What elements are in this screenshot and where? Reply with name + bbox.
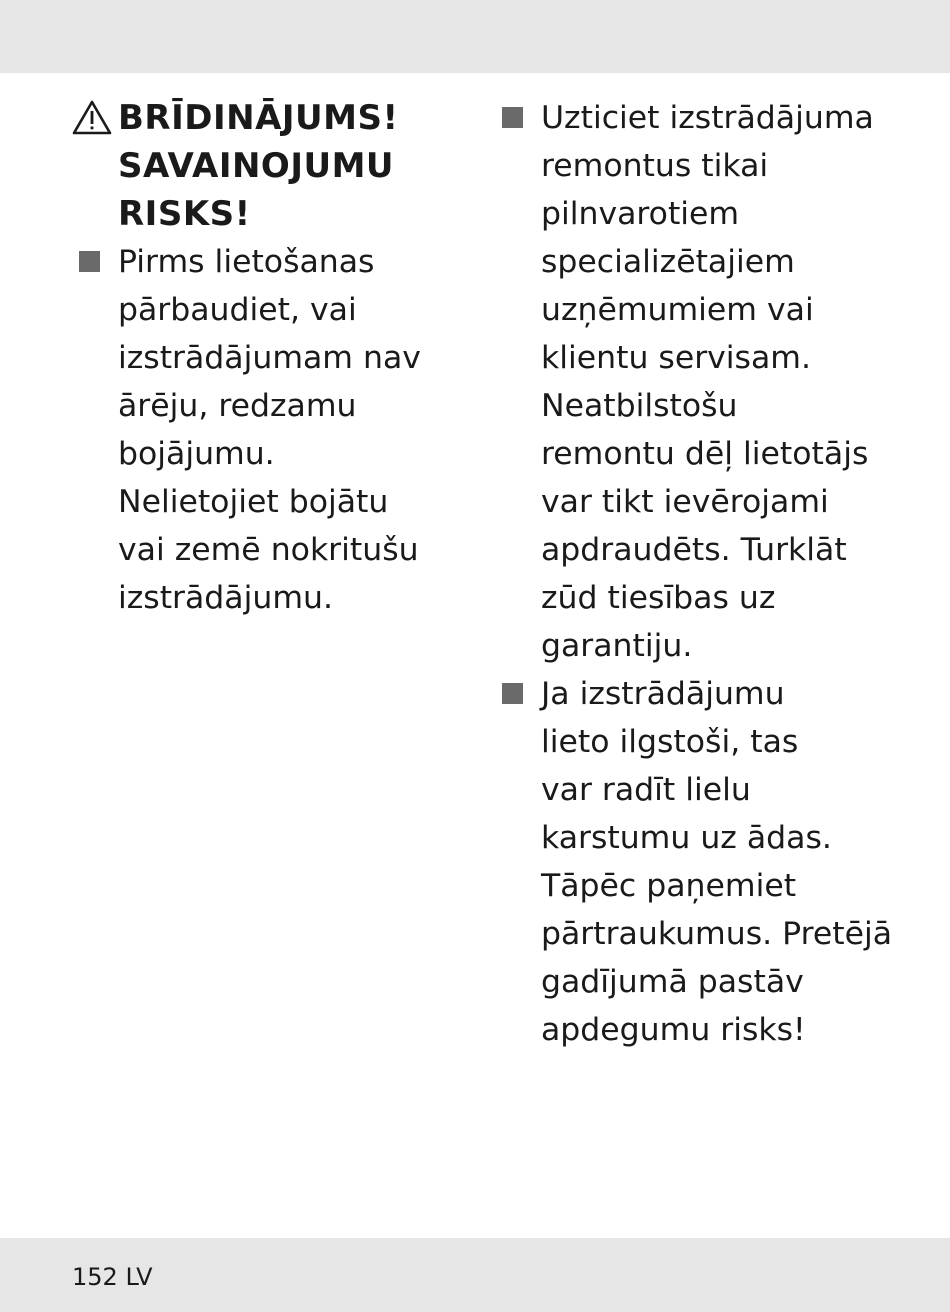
bullet-item-inspect — [72, 238, 442, 622]
text-line: bojājumu. — [118, 436, 275, 472]
bullet-item-repairs — [495, 94, 890, 670]
square-bullet-icon — [79, 251, 100, 272]
left-column — [72, 94, 442, 622]
warning-heading — [72, 94, 442, 238]
text-line: Nelietojiet bojātu — [118, 484, 389, 520]
text-line: var radīt lielu — [541, 772, 751, 808]
text-line: pārbaudiet, vai — [118, 292, 357, 328]
text-line: pilnvarotiem — [541, 196, 740, 232]
text-line: remontu dēļ lietotājs — [541, 436, 869, 472]
warning-line: BRĪDINĀJUMS! — [118, 98, 399, 138]
text-line: garantiju. — [541, 628, 693, 664]
text-line: specializētajiem — [541, 244, 795, 280]
warning-line: SAVAINOJUMU — [118, 146, 395, 186]
warning-line: RISKS! — [118, 194, 251, 234]
text-line: apdegumu risks! — [541, 1012, 806, 1048]
text-line: klientu servisam. — [541, 340, 811, 376]
text-line: gadījumā pastāv — [541, 964, 804, 1000]
text-line: pārtraukumus. Pretējā — [541, 916, 893, 952]
text-line: karstumu uz ādas. — [541, 820, 832, 856]
text-line: zūd tiesības uz — [541, 580, 776, 616]
text-line: ārēju, redzamu — [118, 388, 357, 424]
text-line: Uzticiet izstrādājuma — [541, 100, 874, 136]
square-bullet-icon — [502, 683, 523, 704]
text-line: Ja izstrādājumu — [541, 676, 785, 712]
text-line: izstrādājumu. — [118, 580, 333, 616]
right-column — [495, 94, 893, 1054]
header-band — [0, 0, 950, 73]
warning-triangle-icon — [72, 100, 112, 136]
text-line: Tāpēc paņemiet — [541, 868, 797, 904]
bullet-item-heat — [495, 670, 893, 1054]
text-line: Neatbilstošu — [541, 388, 738, 424]
text-line: lieto ilgstoši, tas — [541, 724, 799, 760]
text-line: vai zemē nokritušu — [118, 532, 419, 568]
square-bullet-icon — [502, 107, 523, 128]
text-line: Pirms lietošanas — [118, 244, 375, 280]
text-line: apdraudēts. Turklāt — [541, 532, 847, 568]
text-line: remontus tikai — [541, 148, 769, 184]
text-line: uzņēmumiem vai — [541, 292, 814, 328]
text-line: var tikt ievērojami — [541, 484, 829, 520]
page-number: 152 LV — [72, 1263, 153, 1291]
text-line: izstrādājumam nav — [118, 340, 421, 376]
